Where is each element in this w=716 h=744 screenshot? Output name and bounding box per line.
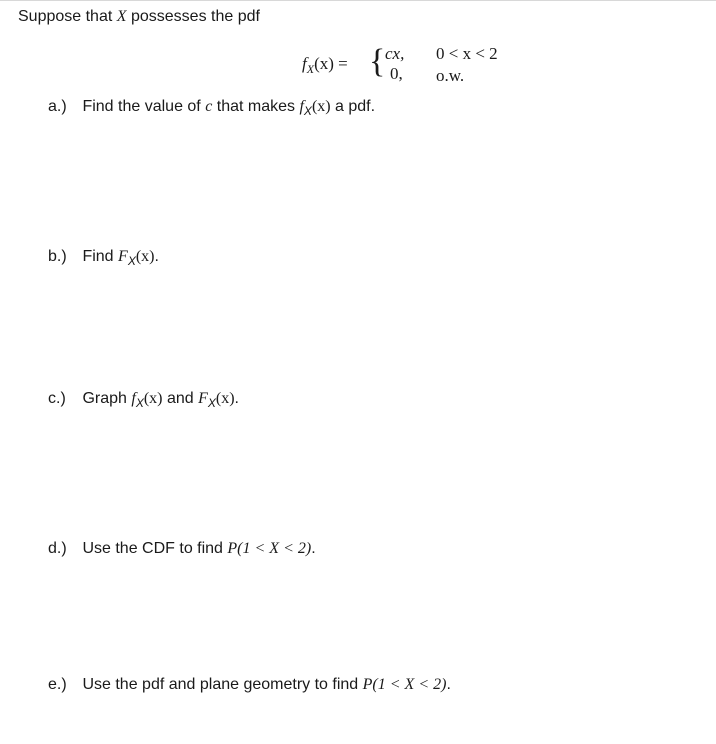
top-border [0, 0, 716, 1]
question-a-c: c [205, 98, 213, 115]
question-b-arg: (x) [135, 248, 155, 265]
question-c-arg1: (x) [143, 390, 163, 407]
question-a-text3: a pdf. [330, 98, 376, 115]
intro-suffix: possesses the pdf [126, 8, 260, 25]
pdf-definition [302, 42, 542, 86]
question-c-sub2: X [207, 396, 216, 410]
question-c-sub1: X [135, 396, 144, 410]
question-a-label: a.) [48, 98, 67, 115]
question-a-text2: that makes [212, 98, 300, 115]
question-b-label: b.) [48, 248, 67, 265]
question-a-text1: Find the value of [82, 98, 206, 115]
question-d-text1: Use the CDF to find [82, 540, 228, 557]
question-e-expression: P(1 < X < 2) [362, 676, 447, 693]
question-d [48, 540, 316, 558]
pdf-case1-value: cx, [385, 44, 405, 63]
question-c-f: f [131, 390, 136, 407]
question-c-arg2: (x) [215, 390, 235, 407]
question-d-text2: . [311, 540, 316, 557]
pdf-brace: { [369, 43, 386, 80]
question-b-text1: Find [82, 248, 119, 265]
question-d-label: d.) [48, 540, 67, 557]
question-e [48, 676, 451, 694]
question-b-text2: . [154, 248, 159, 265]
question-e-text1: Use the pdf and plane geometry to find [82, 676, 363, 693]
question-c-text2: and [162, 390, 199, 407]
intro-prefix: Suppose that [18, 8, 117, 25]
pdf-case1-condition: 0 < x < 2 [436, 44, 498, 63]
question-a [48, 98, 375, 116]
pdf-f: f [302, 54, 307, 73]
question-c-text1: Graph [82, 390, 132, 407]
question-e-label: e.) [48, 676, 67, 693]
pdf-case2-condition: o.w. [436, 66, 465, 85]
intro-variable: X [116, 8, 127, 25]
question-b [48, 248, 159, 266]
question-b-F: F [118, 248, 128, 265]
question-b-sub: X [127, 254, 136, 268]
question-d-expression: P(1 < X < 2) [227, 540, 312, 557]
pdf-case2-value: 0, [390, 64, 403, 83]
question-a-sub: X [303, 104, 312, 118]
question-a-arg: (x) [311, 98, 331, 115]
problem-intro [18, 8, 260, 26]
question-c-text3: . [234, 390, 239, 407]
question-a-f: f [299, 98, 304, 115]
pdf-subscript: X [306, 62, 315, 76]
question-c [48, 390, 239, 408]
question-c-label: c.) [48, 390, 66, 407]
question-e-text2: . [446, 676, 451, 693]
pdf-arg: (x) = [314, 54, 348, 73]
question-c-F: F [198, 390, 208, 407]
pdf-lhs [302, 54, 348, 74]
